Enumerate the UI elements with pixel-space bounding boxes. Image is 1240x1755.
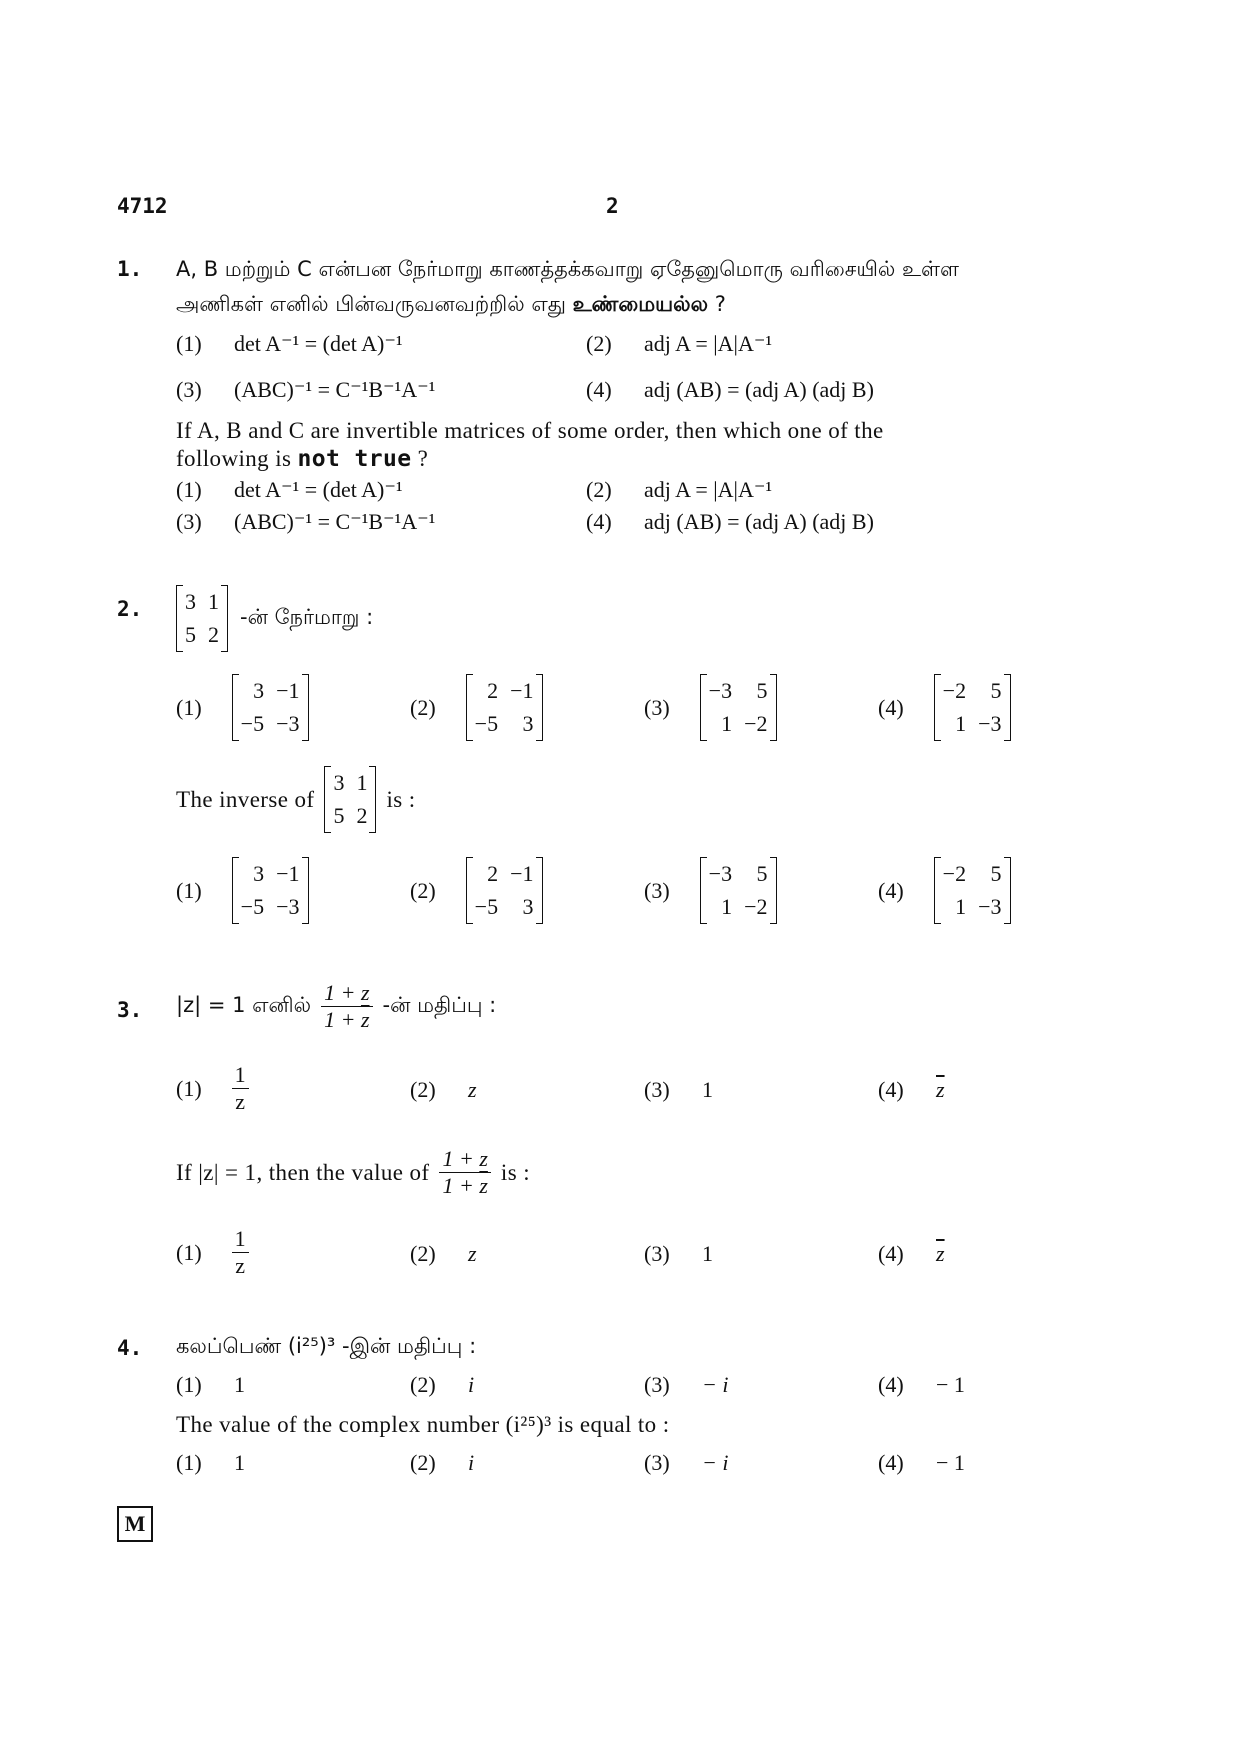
page-number: 2 [606, 194, 619, 218]
q1-en-option-1: (1) det A⁻¹ = (det A)⁻¹ [176, 477, 403, 502]
q2-ta-option-3: (3) −3 5 1 −2 [644, 674, 777, 741]
q1-ta-option-1: (1) det A⁻¹ = (det A)⁻¹ [176, 331, 403, 356]
q1-english-line-1: If A, B and C are invertible matrices of some order, then which one of the [176, 418, 884, 443]
q4-tamil-stem: கலப்பெண் (i²⁵)³ -இன் மதிப்பு : [176, 1334, 477, 1358]
q4-en-option-4: (4) − 1 [878, 1450, 965, 1475]
q1-tamil-line-2 [176, 292, 726, 319]
q2-en-option-1: (1) 3 −1 −5 −3 [176, 857, 309, 924]
medium-mark-box: M [117, 1506, 153, 1542]
q2-en-option-3: (3) −3 5 1 −2 [644, 857, 777, 924]
q1-ta-option-2: (2) adj A = |A|A⁻¹ [586, 331, 773, 356]
q2-matrix-en: 3 1 5 2 [324, 766, 376, 833]
q4-ta-option-2: (2) i [410, 1372, 475, 1397]
q3-fraction-en: $\frac{1 + z}{1 + \overline{z}}$ [439, 1146, 490, 1199]
q3-en-options [176, 1226, 1056, 1286]
question-number-3: 3. [117, 998, 143, 1022]
q2-english-stem: The inverse of 3 1 5 2 is : [176, 766, 416, 833]
q3-ta-option-1: (1) $\frac{1}{z}$ [176, 1062, 249, 1115]
q4-ta-option-3: (3) − i [644, 1372, 729, 1397]
q2-ta-option-1: (1) 3 −1 −5 −3 [176, 674, 309, 741]
q2-en-option-4: (4) −2 5 1 −3 [878, 857, 1011, 924]
q1-tamil-mark: ? [708, 292, 726, 316]
paper-code: 4712 [117, 194, 168, 218]
question-number-4: 4. [117, 1336, 143, 1360]
q1-tamil-line-1: A, B மற்றும் C என்பன நேர்மாறு காணத்தக்கவாறு ஏதேனுமொரு வரிசையில் உள்ள [176, 257, 959, 281]
q3-fraction: $\frac{1 + z}{1 + \overline{z}}$ [321, 980, 372, 1033]
q2-ta-options [176, 674, 1056, 744]
q3-ta-options [176, 1062, 1056, 1122]
q1-ta-option-3: (3) (ABC)⁻¹ = C⁻¹B⁻¹A⁻¹ [176, 377, 436, 402]
q1-en-option-4: (4) adj (AB) = (adj A) (adj B) [586, 509, 874, 534]
q2-tamil-stem: 3 1 5 2 -ன் நேர்மாறு : [176, 585, 373, 652]
q2-en-options [176, 857, 1056, 927]
q3-en-option-1: (1) $\frac{1}{z}$ [176, 1226, 249, 1279]
q4-en-option-2: (2) i [410, 1450, 475, 1475]
q2-matrix: 3 1 5 2 [176, 585, 228, 652]
q1-ta-option-4: (4) adj (AB) = (adj A) (adj B) [586, 377, 874, 402]
q3-en-option-4: (4) $\overline{z}$ [878, 1241, 945, 1266]
q3-ta-option-3: (3) 1 [644, 1077, 713, 1102]
q1-en-option-2: (2) adj A = |A|A⁻¹ [586, 477, 773, 502]
q3-english-stem: If |z| = 1, then the value of $\frac{1 + z}{1 + \overline{z}}$ is : [176, 1146, 530, 1198]
question-number-1: 1. [117, 257, 143, 281]
q4-ta-option-4: (4) − 1 [878, 1372, 965, 1397]
q1-en-option-3: (3) (ABC)⁻¹ = C⁻¹B⁻¹A⁻¹ [176, 509, 436, 534]
q1-tamil-text: அணிகள் எனில் பின்வருவனவற்றில் எது [176, 292, 573, 316]
q4-en-option-1: (1) 1 [176, 1450, 245, 1475]
question-number-2: 2. [117, 597, 143, 621]
q4-en-option-3: (3) − i [644, 1450, 729, 1475]
q2-ta-option-2: (2) 2 −1 −5 3 [410, 674, 543, 741]
q1-english-line-2: following is not true ? [176, 446, 429, 472]
q4-ta-option-1: (1) 1 [176, 1372, 245, 1397]
q1-tamil-emphasis: உண்மையல்ல [572, 292, 709, 316]
q2-en-option-2: (2) 2 −1 −5 3 [410, 857, 543, 924]
q1-english-emphasis: not true [297, 446, 412, 472]
q3-en-option-3: (3) 1 [644, 1241, 713, 1266]
q3-ta-option-4: (4) $\overline{z}$ [878, 1077, 945, 1102]
q2-ta-option-4: (4) −2 5 1 −3 [878, 674, 1011, 741]
q4-english-stem: The value of the complex number (i²⁵)³ is equal to : [176, 1412, 670, 1437]
q3-ta-option-2: (2) z [410, 1077, 477, 1102]
q3-en-option-2: (2) z [410, 1241, 477, 1266]
q3-tamil-stem: |z| = 1 எனில் $\frac{1 + z}{1 + \overline{z}}$ -ன் மதிப்பு : [176, 980, 497, 1032]
